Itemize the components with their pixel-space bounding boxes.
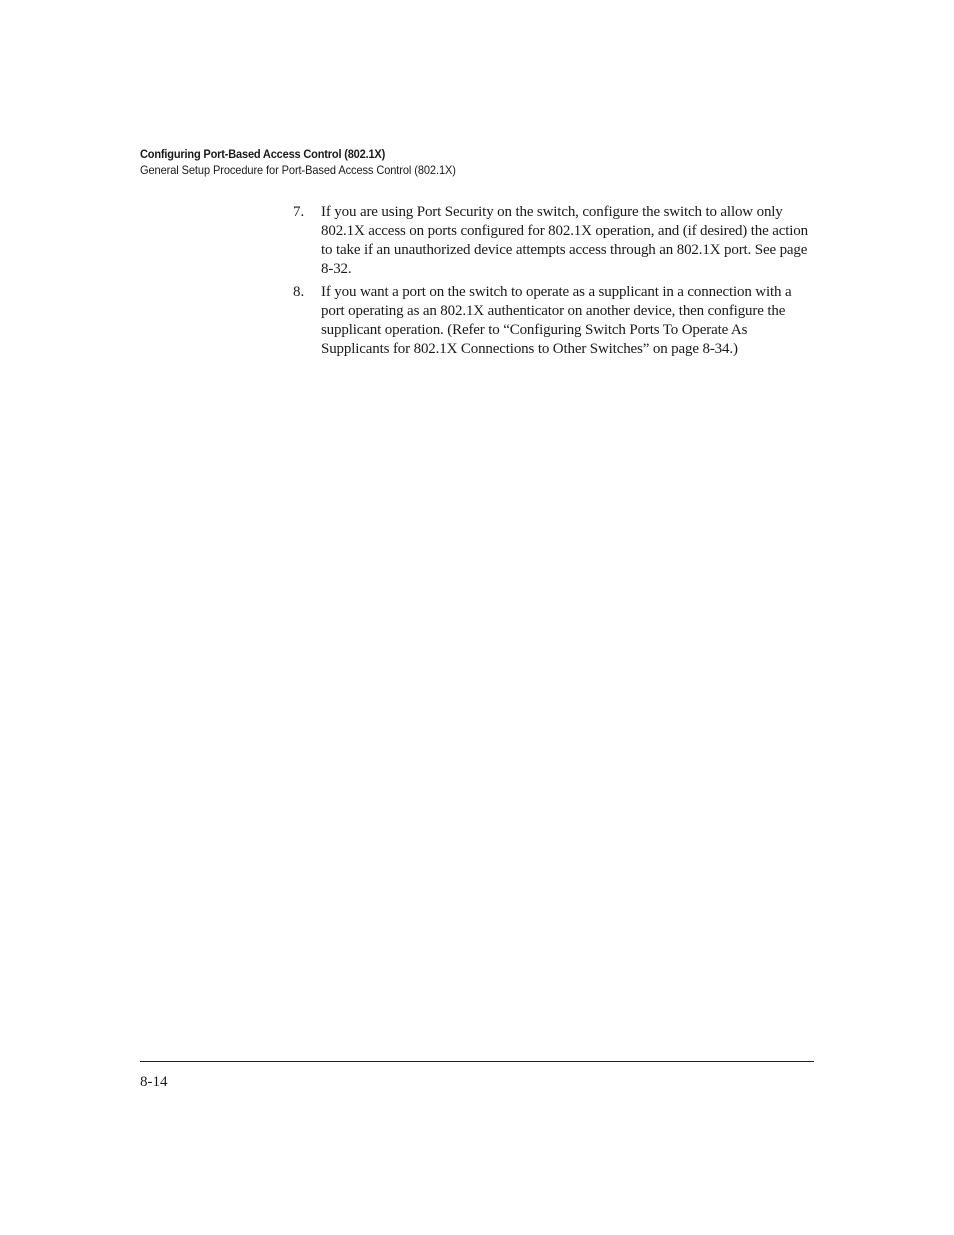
running-header [140, 146, 820, 178]
step-8 [293, 283, 818, 359]
step-number: 8. [293, 284, 305, 300]
footer-divider [140, 1061, 814, 1062]
step-text: If you want a port on the switch to operate as a supplicant in a connection with a port operating as an 802.1X authenticator on another device, then configure the supplicant operation. (Refer to “Configuring Switch Ports To Operate As Supplicants for 802.1X Connections to Other Switches” on page 8-34.) [321, 284, 792, 357]
step-number: 7. [293, 204, 305, 220]
page-number: 8-14 [140, 1074, 168, 1090]
procedure-steps [293, 203, 818, 363]
step-text: If you are using Port Security on the switch, configure the switch to allow only 802.1X access on ports configured for 802.1X operation, and (if desired) the action to take if an unauthorized device attempts access through an 802.1X port. See page 8-32. [321, 204, 808, 277]
section-title: General Setup Procedure for Port-Based Access Control (802.1X) [140, 163, 456, 177]
step-7 [293, 203, 818, 279]
chapter-title: Configuring Port-Based Access Control (802.1X) [140, 147, 386, 161]
